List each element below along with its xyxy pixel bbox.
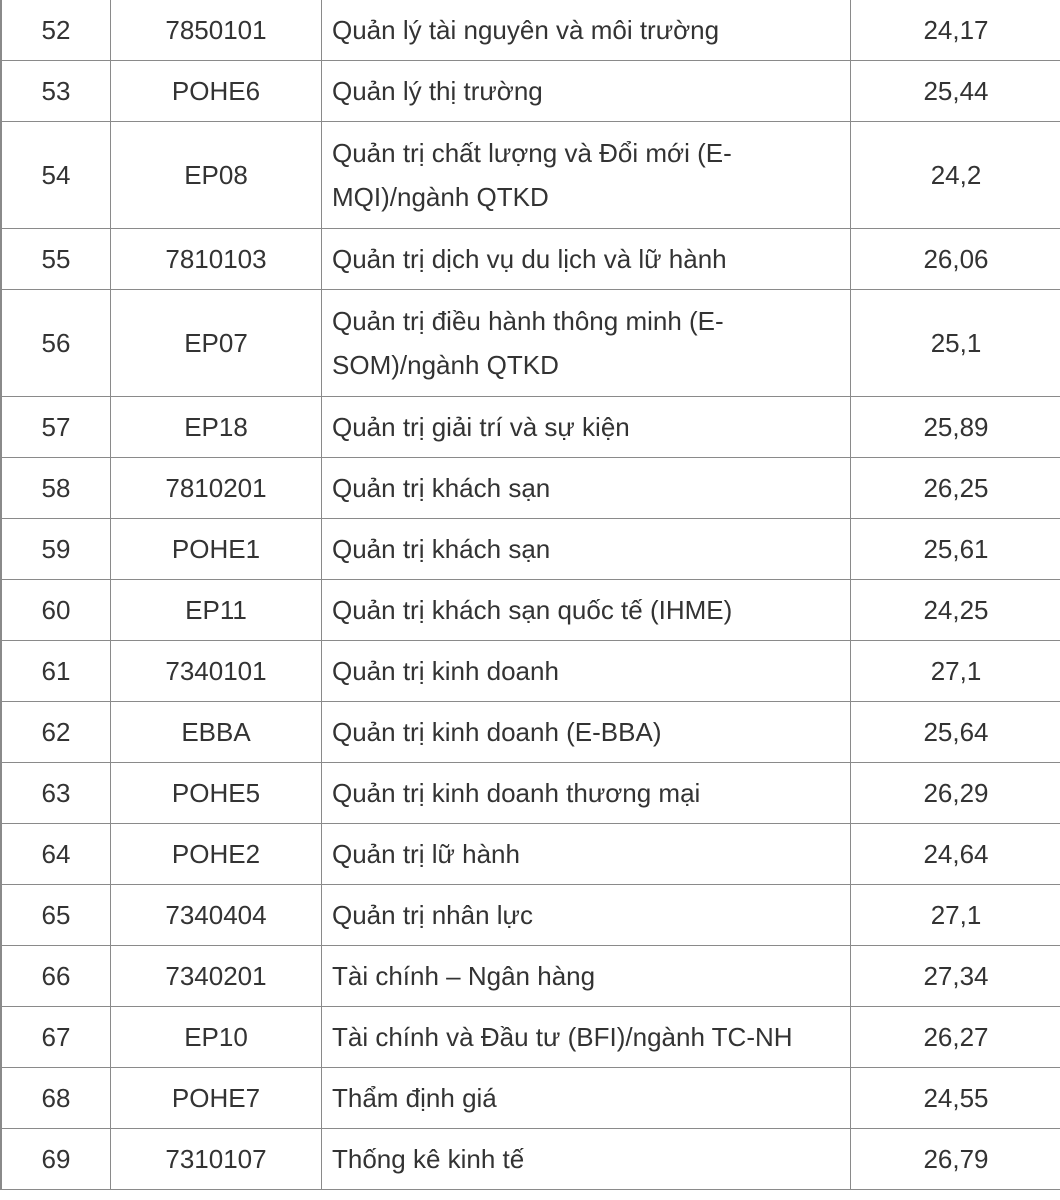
- major-name: Quản trị khách sạn: [322, 458, 851, 519]
- major-code: 7810201: [111, 458, 322, 519]
- cutoff-score: 26,79: [851, 1129, 1060, 1190]
- major-name: Quản trị kinh doanh (E-BBA): [322, 702, 851, 763]
- major-name: Quản lý thị trường: [322, 61, 851, 122]
- major-name: Tài chính – Ngân hàng: [322, 946, 851, 1007]
- row-number: 58: [1, 458, 111, 519]
- cutoff-score: 25,1: [851, 290, 1060, 397]
- major-name: Thống kê kinh tế: [322, 1129, 851, 1190]
- major-code: 7340201: [111, 946, 322, 1007]
- cutoff-score: 27,34: [851, 946, 1060, 1007]
- cutoff-score: 27,1: [851, 885, 1060, 946]
- cutoff-score: 25,44: [851, 61, 1060, 122]
- row-number: 62: [1, 702, 111, 763]
- cutoff-score: 26,25: [851, 458, 1060, 519]
- cutoff-score: 25,61: [851, 519, 1060, 580]
- major-name: Quản trị chất lượng và Đổi mới (E-MQI)/ngành QTKD: [322, 122, 851, 229]
- row-number: 60: [1, 580, 111, 641]
- table-row: [1, 580, 1060, 641]
- major-name: Quản trị điều hành thông minh (E-SOM)/ngành QTKD: [322, 290, 851, 397]
- table-row: [1, 1007, 1060, 1068]
- major-name: Quản trị lữ hành: [322, 824, 851, 885]
- row-number: 55: [1, 229, 111, 290]
- row-number: 57: [1, 397, 111, 458]
- table-row: [1, 290, 1060, 397]
- cutoff-score: 24,25: [851, 580, 1060, 641]
- table-row: [1, 519, 1060, 580]
- major-code: EP10: [111, 1007, 322, 1068]
- cutoff-score: 24,17: [851, 0, 1060, 61]
- row-number: 69: [1, 1129, 111, 1190]
- major-code: POHE7: [111, 1068, 322, 1129]
- major-name: Quản trị kinh doanh thương mại: [322, 763, 851, 824]
- table-row: [1, 885, 1060, 946]
- major-code: 7340101: [111, 641, 322, 702]
- table-row: [1, 122, 1060, 229]
- major-code: 7810103: [111, 229, 322, 290]
- table-row: [1, 61, 1060, 122]
- table-row: [1, 1129, 1060, 1190]
- table-row: [1, 229, 1060, 290]
- major-code: 7340404: [111, 885, 322, 946]
- major-code: POHE5: [111, 763, 322, 824]
- table-body: [1, 0, 1060, 1190]
- row-number: 59: [1, 519, 111, 580]
- cutoff-score: 24,55: [851, 1068, 1060, 1129]
- table-row: [1, 946, 1060, 1007]
- cutoff-score: 25,64: [851, 702, 1060, 763]
- table-row: [1, 1068, 1060, 1129]
- table-row: [1, 458, 1060, 519]
- major-code: 7310107: [111, 1129, 322, 1190]
- table-row: [1, 641, 1060, 702]
- major-code: POHE2: [111, 824, 322, 885]
- major-name: Quản trị kinh doanh: [322, 641, 851, 702]
- row-number: 54: [1, 122, 111, 229]
- cutoff-score: 26,27: [851, 1007, 1060, 1068]
- row-number: 63: [1, 763, 111, 824]
- row-number: 53: [1, 61, 111, 122]
- row-number: 66: [1, 946, 111, 1007]
- row-number: 56: [1, 290, 111, 397]
- major-code: POHE1: [111, 519, 322, 580]
- table-row: [1, 824, 1060, 885]
- major-code: 7850101: [111, 0, 322, 61]
- major-name: Quản lý tài nguyên và môi trường: [322, 0, 851, 61]
- major-name: Quản trị khách sạn quốc tế (IHME): [322, 580, 851, 641]
- cutoff-score: 24,2: [851, 122, 1060, 229]
- row-number: 67: [1, 1007, 111, 1068]
- cutoff-score: 24,64: [851, 824, 1060, 885]
- row-number: 52: [1, 0, 111, 61]
- table-row: [1, 702, 1060, 763]
- table-row: [1, 0, 1060, 61]
- major-name: Tài chính và Đầu tư (BFI)/ngành TC-NH: [322, 1007, 851, 1068]
- row-number: 64: [1, 824, 111, 885]
- major-name: Thẩm định giá: [322, 1068, 851, 1129]
- major-code: EP18: [111, 397, 322, 458]
- row-number: 68: [1, 1068, 111, 1129]
- major-name: Quản trị giải trí và sự kiện: [322, 397, 851, 458]
- major-code: EP07: [111, 290, 322, 397]
- row-number: 61: [1, 641, 111, 702]
- row-number: 65: [1, 885, 111, 946]
- cutoff-score: 26,06: [851, 229, 1060, 290]
- major-code: EP11: [111, 580, 322, 641]
- major-code: EBBA: [111, 702, 322, 763]
- major-code: EP08: [111, 122, 322, 229]
- major-code: POHE6: [111, 61, 322, 122]
- cutoff-score: 26,29: [851, 763, 1060, 824]
- major-name: Quản trị khách sạn: [322, 519, 851, 580]
- major-name: Quản trị nhân lực: [322, 885, 851, 946]
- table-row: [1, 763, 1060, 824]
- cutoff-score: 27,1: [851, 641, 1060, 702]
- major-name: Quản trị dịch vụ du lịch và lữ hành: [322, 229, 851, 290]
- cutoff-score: 25,89: [851, 397, 1060, 458]
- table-row: [1, 397, 1060, 458]
